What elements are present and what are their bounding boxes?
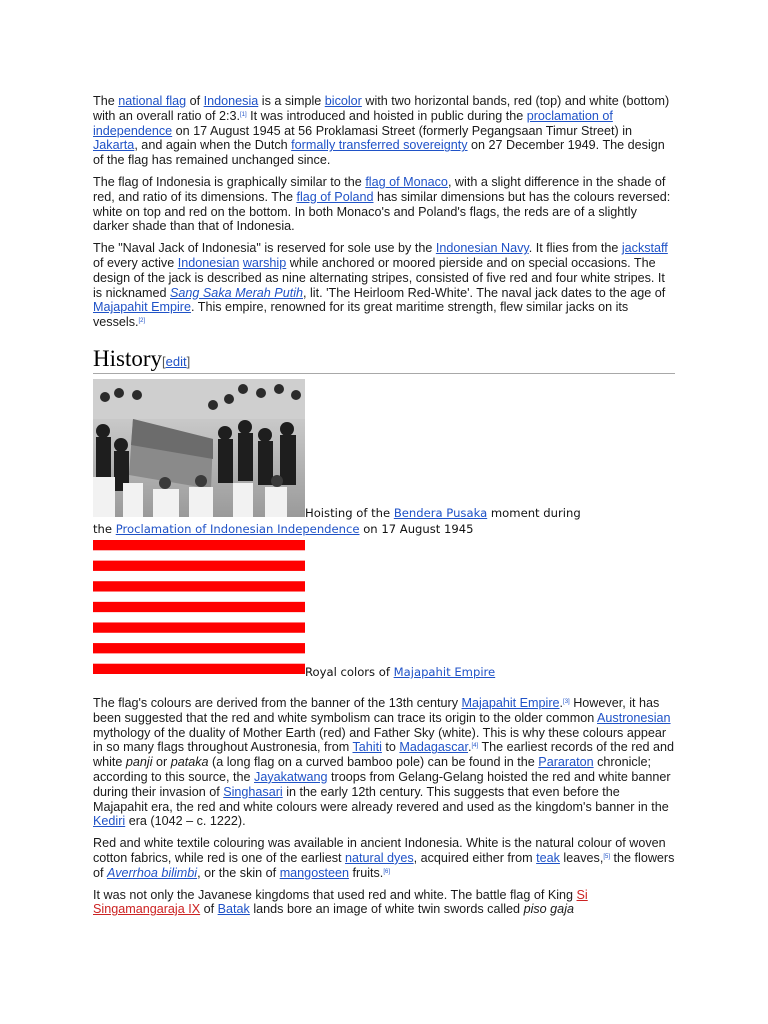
edit-link[interactable]: edit bbox=[165, 353, 187, 369]
figure-hoisting-photo bbox=[93, 379, 675, 520]
link-madagascar[interactable]: Madagascar bbox=[399, 740, 469, 755]
reference-4[interactable]: [4] bbox=[471, 743, 479, 750]
paragraph-national-flag: The national flag of Indonesia is a simple bicolor with two horizontal bands, red (top) and white (bottom) with an overall ratio of 2:3.[1] It was introduced and hoisted in public during the proclamation of independence on 17 August 1945 at 56 Proklamasi Street (formerly Pegangsaan Timur Street) in Jakarta, and again when the Dutch formally transferred sovereignty on 27 December 1949. The design of the flag has remained unchanged since. bbox=[93, 94, 670, 168]
hoisting-photo[interactable] bbox=[93, 379, 305, 517]
link-flag-of-poland[interactable]: flag of Poland bbox=[296, 189, 374, 204]
history-title: History bbox=[93, 345, 162, 371]
link-pararaton[interactable]: Pararaton bbox=[538, 755, 594, 770]
link-indonesian-navy[interactable]: Indonesian Navy bbox=[435, 241, 529, 256]
link-flag-of-monaco[interactable]: flag of Monaco bbox=[365, 174, 448, 189]
link-singhasari[interactable]: Singhasari bbox=[223, 784, 283, 799]
reference-2[interactable]: [2] bbox=[138, 318, 146, 325]
banner-stripe bbox=[93, 540, 305, 551]
link-majapahit-empire-2[interactable]: Majapahit Empire bbox=[461, 695, 560, 710]
reference-3[interactable]: [3] bbox=[563, 698, 570, 705]
banner-caption: Royal colors of Majapahit Empire bbox=[305, 664, 496, 679]
link-tahiti[interactable]: Tahiti bbox=[352, 740, 382, 755]
link-jackstaff[interactable]: jackstaff bbox=[621, 241, 668, 256]
banner-stripe bbox=[93, 633, 305, 644]
link-natural-dyes[interactable]: natural dyes bbox=[345, 850, 414, 865]
link-majapahit-empire[interactable]: Majapahit Empire bbox=[93, 300, 191, 315]
banner-stripe bbox=[93, 653, 305, 664]
link-austronesian[interactable]: Austronesian bbox=[597, 710, 671, 725]
paragraph-similar-flags: The flag of Indonesia is graphically similar to the flag of Monaco, with a slight difference in the shade of red, and ratio of its dimensions. The flag of Poland has similar dimensions but has the colours reversed: white on top and red on the bottom. In both Monaco's and Poland's flags, the reds are of a slightly darker shade than that of Indonesia. bbox=[93, 174, 671, 234]
link-proclamation[interactable]: proclamation of independence bbox=[93, 108, 613, 138]
majapahit-banner-image[interactable] bbox=[93, 540, 305, 674]
paragraph-textile-colouring: Red and white textile colouring was available in ancient Indonesia. White is the natural colour of woven cotton fabrics, while red is one of the earliest natural dyes, acquired either from teak leaves,[5] the flowers of Averrhoa bilimbi, or the skin of mangosteen fruits.[6] bbox=[93, 836, 675, 880]
article-body bbox=[93, 94, 675, 924]
reference-5[interactable]: [5] bbox=[603, 853, 611, 860]
link-jakarta[interactable]: Jakarta bbox=[93, 138, 135, 153]
paragraph-batak-flag: It was not only the Javanese kingdoms that used red and white. The battle flag of King Si Singamangaraja IX of Batak lands bore an image of white twin swords called piso gaja bbox=[93, 887, 588, 917]
banner-stripe bbox=[93, 550, 305, 561]
link-bicolor[interactable]: bicolor bbox=[324, 94, 362, 108]
banner-stripe bbox=[93, 664, 305, 674]
banner-stripe bbox=[93, 612, 305, 623]
link-proclamation-of-independence[interactable]: Proclamation of Indonesian Independence bbox=[115, 521, 360, 536]
banner-stripe bbox=[93, 643, 305, 654]
link-bendera-pusaka[interactable]: Bendera Pusaka bbox=[393, 505, 488, 520]
banner-stripe bbox=[93, 602, 305, 613]
link-teak[interactable]: teak bbox=[536, 850, 560, 865]
edit-section: [edit] bbox=[162, 353, 191, 369]
reference-1[interactable]: [1] bbox=[240, 111, 247, 118]
link-warship[interactable]: warship bbox=[242, 255, 287, 270]
link-sovereignty-transfer[interactable]: formally transferred sovereignty bbox=[291, 138, 468, 153]
link-mangosteen[interactable]: mangosteen bbox=[279, 865, 350, 880]
link-jayakatwang[interactable]: Jayakatwang bbox=[254, 769, 328, 784]
link-national-flag[interactable]: national flag bbox=[118, 94, 187, 108]
banner-stripe bbox=[93, 622, 305, 633]
link-majapahit-empire-caption[interactable]: Majapahit Empire bbox=[393, 664, 496, 679]
link-averrhoa-bilimbi[interactable]: Averrhoa bilimbi bbox=[107, 865, 198, 880]
link-batak[interactable]: Batak bbox=[217, 902, 250, 917]
banner-stripe bbox=[93, 591, 305, 602]
photo-caption-line2: the Proclamation of Indonesian Independence on 17 August 1945 bbox=[93, 521, 474, 536]
banner-stripe bbox=[93, 561, 305, 572]
link-indonesian[interactable]: Indonesian bbox=[177, 255, 240, 270]
link-indonesia[interactable]: Indonesia bbox=[203, 94, 259, 108]
link-si-singamangaraja-ix[interactable]: Si Singamangaraja IX bbox=[93, 887, 588, 917]
link-kediri[interactable]: Kediri bbox=[93, 814, 126, 829]
paragraph-naval-jack: The "Naval Jack of Indonesia" is reserved for sole use by the Indonesian Navy. It flies from the jackstaff of every active Indonesian warship while anchored or moored pierside and on special occasions. The design of the jack is described as nine alternating stripes, consisted of five red and four white stripes. It is nicknamed Sang Saka Merah Putih, lit. 'The Heirloom Red-White'. The naval jack dates to the age of Majapahit Empire. This empire, renowned for its great maritime strength, flew similar jacks on its vessels.[2] bbox=[93, 241, 668, 330]
banner-stripe bbox=[93, 571, 305, 582]
figure-majapahit-banner bbox=[93, 540, 675, 679]
photo-caption-line1: Hoisting of the Bendera Pusaka moment during bbox=[305, 505, 581, 520]
section-heading-history bbox=[93, 346, 675, 374]
banner-stripe bbox=[93, 581, 305, 592]
paragraph-colour-origins: The flag's colours are derived from the banner of the 13th century Majapahit Empire.[3] However, it has been suggested that the red and white symbolism can trace its origin to the older common Austronesian mythology of the duality of Mother Earth (red) and Father Sky (white). This is why these colours appear in so many flags throughout Austronesia, from Tahiti to Madagascar.[4] The earliest records of the red and white panji or pataka (a long flag on a curved bamboo pole) can be found in the Pararaton chronicle; according to this source, the Jayakatwang troops from Gelang-Gelang hoisted the red and white banner during their invasion of Singhasari in the early 12th century. This suggests that even before the Majapahit era, the red and white colours were already revered and used as the kingdom's banner in the Kediri era (1042 – c. 1222). bbox=[93, 695, 674, 829]
link-sang-saka-merah-putih[interactable]: Sang Saka Merah Putih bbox=[170, 285, 304, 300]
reference-6[interactable]: [6] bbox=[383, 868, 390, 875]
